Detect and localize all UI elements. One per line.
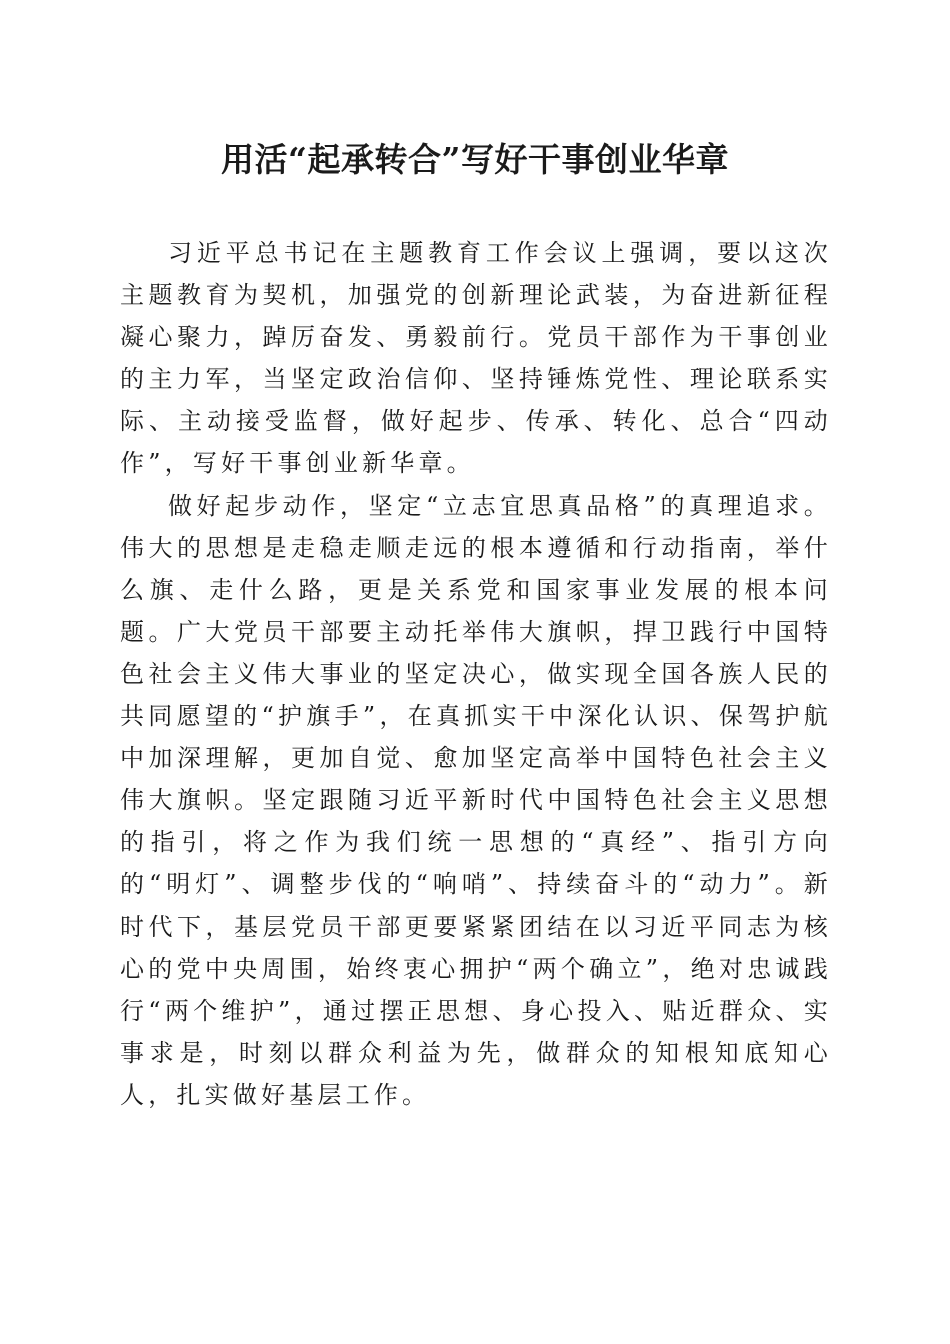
paragraph-first-action: 做好起步动作，坚定“立志宜思真品格”的真理追求。伟大的思想是走稳走顺走远的根本遵循和行动指南，举什么旗、走什么路，更是关系党和国家事业发展的根本问题。广大党员干部要主动托举伟大旗帜，捍卫践行中国特色社会主义伟大事业的坚定决心，做实现全国各族人民的共同愿望的“护旗手”，在真抓实干中深化认识、保驾护航中加深理解，更加自觉、愈加坚定高举中国特色社会主义伟大旗帜。坚定跟随习近平新时代中国特色社会主义思想的指引，将之作为我们统一思想的“真经”、指引方向的“明灯”、调整步伐的“响哨”、持续奋斗的“动力”。新时代下，基层党员干部更要紧紧团结在以习近平同志为核心的党中央周围，始终衷心拥护“两个确立”，绝对忠诚践行“两个维护”，通过摆正思想、身心投入、贴近群众、实事求是，时刻以群众利益为先，做群众的知根知底知心人，扎实做好基层工作。 (120, 491, 832, 1109)
document-title: 用活“起承转合”写好干事创业华章 (221, 140, 729, 179)
document-body (120, 232, 832, 1116)
paragraph-intro: 习近平总书记在主题教育工作会议上强调，要以这次主题教育为契机，加强党的创新理论武装，为奋进新征程凝心聚力，踔厉奋发、勇毅前行。党员干部作为干事创业的主力军，当坚定政治信仰、坚持锤炼党性、理论联系实际、主动接受监督，做好起步、传承、转化、总合“四动作”，写好干事创业新华章。 (120, 239, 832, 478)
